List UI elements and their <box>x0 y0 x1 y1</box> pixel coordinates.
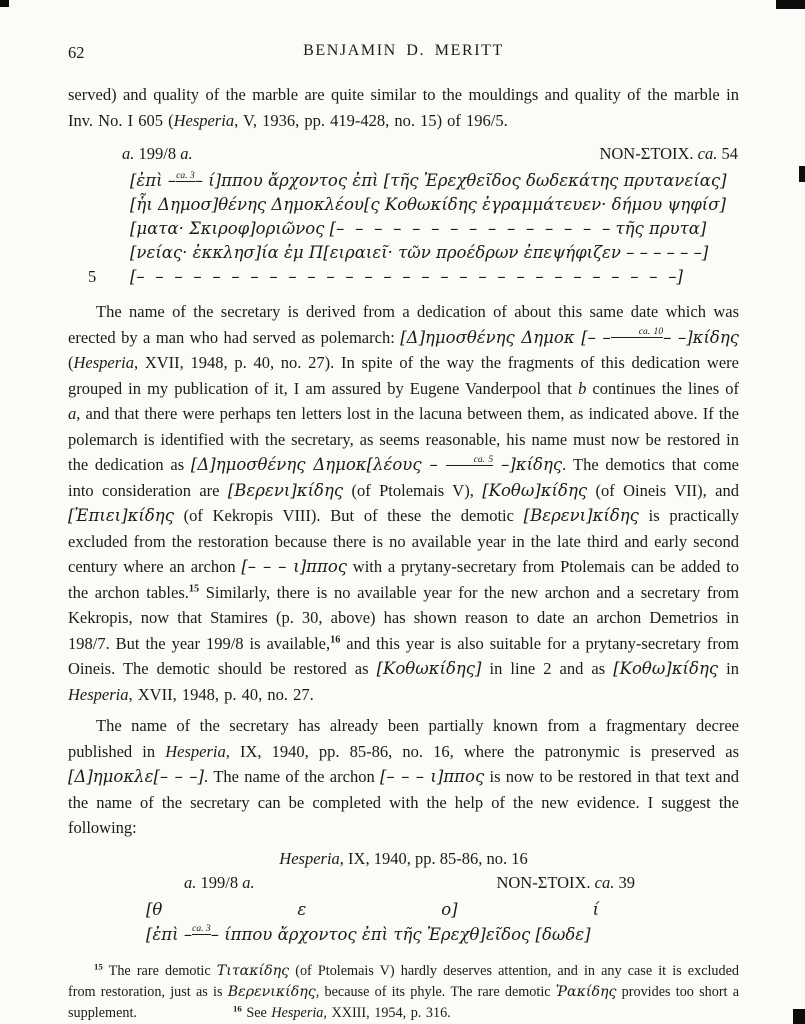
scan-artifact <box>793 1009 805 1024</box>
text-run: [Κοθω]κίδης <box>613 659 719 678</box>
text-run: a <box>68 404 77 423</box>
scan-artifact <box>0 0 9 7</box>
text-run: The rare demotic <box>102 962 217 979</box>
text-run: (of Oineis VII), and <box>587 480 739 500</box>
text-run: . The name of the archon <box>203 767 380 786</box>
text-run: in line 2 and as <box>481 659 614 678</box>
text-run: 16 <box>330 634 341 645</box>
text-run: [Βερενι]κίδης <box>227 480 344 500</box>
text-run: with a prytany-secretary from Ptolemais can be added to the archon tables. <box>68 557 739 602</box>
text-run: a. <box>180 144 193 163</box>
inscription-lines <box>68 897 739 947</box>
text-run: served) and quality of the marble are quite similar to the mouldings and quality of the marble in Inv. No. I 605 ( <box>68 85 739 130</box>
text-run: – ί]ππου ἄρχοντος ἐπὶ [τῆς Ἐρεχθεῖδος δωδεκάτης πρυτανείας] <box>194 171 727 190</box>
text-run: NON-ΣΤΟΙΧ. <box>599 144 698 163</box>
text-run: , XVII, 1948, p. 40, no. 27. <box>128 684 314 704</box>
text-run: [– – – ι]ππος <box>241 557 348 576</box>
text-run: ca. <box>594 872 615 892</box>
text-run: ca. <box>697 144 718 163</box>
text-run: (of Ptolemais V) hardly deserves attention, and in any case it is excluded from restoration, just as is <box>68 962 740 1000</box>
text-run: – ίππου ἄρχοντος ἐπὶ τῆς Ἐρεχθ]εῖδος [δωδε] <box>210 924 591 944</box>
text-run: ί <box>592 899 600 919</box>
inscription-line <box>130 169 739 193</box>
text-run: and this year is also suitable for a prytany-secretary from Oineis. The demotic should be restored as <box>68 633 739 678</box>
text-run: The name of the secretary has already been partially known from a fragmentary decree published in <box>68 716 739 761</box>
text-run: [Δ]ημοκλε[– – –] <box>68 767 204 786</box>
text-run: 199/8 <box>196 872 243 892</box>
scan-artifact <box>799 166 805 182</box>
text-run: provides too short a supplement. <box>68 983 740 1021</box>
inscription-line-text <box>130 195 726 214</box>
inscription-line-text <box>130 219 706 238</box>
text-run: is now to be restored in that text and the name of the secretary can be completed with the help of the new evidence. I suggest the following: <box>68 767 739 837</box>
inscription-line <box>130 241 739 265</box>
text-run: [ἐπὶ – <box>146 924 193 944</box>
text-run: (of Ptolemais V), <box>343 480 483 500</box>
inscription-heading-row <box>68 871 739 895</box>
text-run: , V, 1936, pp. 419-428, no. 15) of 196/5. <box>234 110 508 130</box>
text-run: Hesperia <box>173 110 235 130</box>
text-run: Τιτακίδης <box>216 962 290 979</box>
footnote-16 <box>232 1002 451 1021</box>
text-run: [Βερενι]κίδης <box>523 506 639 525</box>
inscription-date-label <box>184 871 255 895</box>
text-run: , XVII, 1948, p. 40, no. 27). In spite of the way the fragments of this dedication were grouped in my publication of it, I am assured by Eugene Vanderpool that <box>68 353 739 398</box>
text-run: – – – – – – – – – – – – – – – <box>336 219 611 238</box>
text-run: , and that there were perhaps ten letters lost in the lacuna between them, as indicated above. If the polemarch is identified with the secretary, as seems reasonable, his name must now be restored in the dedication as <box>68 404 739 474</box>
text-run: Hesperia <box>165 741 226 761</box>
text-run: [Κοθωκίδης] <box>376 659 482 678</box>
inscription-line-text <box>130 171 727 190</box>
text-run: Hesperia <box>279 848 340 868</box>
text-run: , because of its phyle. The rare demotic <box>315 983 556 1000</box>
preserved-letters-line <box>146 897 739 922</box>
text-run: , IX, 1940, pp. 85-86, no. 16, where the patronymic is preserved as <box>225 741 739 761</box>
secretary-derivation-paragraph <box>68 299 739 707</box>
footnotes-section <box>68 961 739 1024</box>
inscription-line-text <box>130 243 708 262</box>
text-run: [ματα· Σκιροφ]οριῶνος [ <box>130 219 337 238</box>
text-run: ca. 3 <box>192 923 211 934</box>
text-run: Hesperia <box>68 684 129 704</box>
text-run: The name of the secretary is derived from a dedication of about this same date which was erected by a man who had served as polemarch: <box>68 302 739 347</box>
inscription-date-label <box>122 141 193 167</box>
text-run: Hesperia <box>271 1004 324 1021</box>
inscription-style-label <box>599 141 738 167</box>
intro-paragraph <box>68 82 739 133</box>
inscription-line <box>130 217 739 241</box>
text-run: ο] <box>441 899 458 919</box>
text-run: 54 <box>717 144 738 163</box>
text-run: [ἧι Δημοσ]θένης Δημοκλέου[ς Κοθωκίδης ἐγραμμάτευεν· δήμου ψηφίσ] <box>130 195 726 214</box>
scan-artifact <box>776 0 805 9</box>
text-run: [θ <box>146 899 163 919</box>
text-run: [Δ]ημοσθένης Δημοκ[λέους – <box>190 455 446 474</box>
inscription-heading-row <box>68 141 739 167</box>
text-run: (of Kekropis VIII). But of these the demotic <box>173 506 524 525</box>
text-run: ca. 10 <box>611 327 663 338</box>
inscription-block-1 <box>68 141 739 289</box>
inscription-style-label <box>496 871 635 895</box>
text-run: 15 <box>188 583 200 594</box>
text-run: ca. 5 <box>446 455 494 466</box>
text-run: τῆς πρυτα] <box>610 219 707 238</box>
text-run: a. <box>122 144 135 163</box>
text-run: is practically excluded from the restoration because there is no available year in the late third and early second century where an archon <box>68 506 739 576</box>
text-run: 15 <box>94 960 103 971</box>
text-run: 199/8 <box>134 144 181 163</box>
inscription-line <box>146 922 739 947</box>
inscription-line <box>130 193 739 217</box>
text-run: [– – – – – – – – – – – – – – – – – – – – – – – – – – – – –] <box>130 267 683 286</box>
text-run: Similarly, there is no available year for the new archon and a secretary from Kekropis, now that Stamires (p. 30, above) has shown reason to date an archon Demetrios in 198/7. But the year 199/8 is available, <box>68 582 739 653</box>
page-number: 62 <box>68 43 85 62</box>
text-run: continues the lines of <box>586 378 739 398</box>
text-run: ( <box>68 353 74 372</box>
text-run: [Δ]ημοσθένης Δημοκ [– – <box>400 327 611 347</box>
fragmentary-decree-paragraph <box>68 713 739 841</box>
text-run: 39 <box>614 872 635 892</box>
inscription-line-text <box>130 267 683 286</box>
text-run: , XXIII, 1954, p. 316. <box>323 1004 451 1021</box>
running-head: BENJAMIN D. MERITT <box>303 42 504 59</box>
text-run: [Ἐπιει]κίδης <box>68 506 174 525</box>
text-run: in <box>718 659 739 678</box>
inscription-line <box>88 265 739 289</box>
text-run: a. <box>242 872 255 892</box>
text-run: b <box>578 378 587 398</box>
text-run: Hesperia <box>73 353 134 372</box>
inscription-block-2 <box>68 847 739 947</box>
text-run: ca. 3 <box>176 169 195 181</box>
page-header <box>68 42 739 66</box>
text-run: . The demotics that come into consideration are <box>68 455 739 500</box>
text-run: 16 <box>232 1002 242 1013</box>
text-run: [ἐπὶ – <box>130 171 177 190</box>
text-run: , IX, 1940, pp. 85-86, no. 16 <box>339 848 528 868</box>
text-run: [νείας· ἐκκλησ]ία ἐμ Π[ειραιεῖ· τῶν προέδρων ἐπεψήφιζεν – – – – – –] <box>130 243 709 262</box>
text-run: ε <box>297 899 307 919</box>
text-run: a. <box>184 872 197 892</box>
line-number: 5 <box>88 267 97 286</box>
text-run: [– – – ι]ππος <box>380 767 485 786</box>
text-run: Ῥακίδης <box>555 983 617 1000</box>
inscription-title <box>68 847 739 871</box>
inscription-lines <box>68 169 739 289</box>
text-run: – –]κίδης <box>663 327 739 347</box>
text-run: –]κίδης <box>493 455 563 474</box>
text-run: NON-ΣΤΟΙΧ. <box>496 872 595 892</box>
text-run: See <box>241 1004 272 1021</box>
text-run: [Κοθω]κίδης <box>482 480 588 500</box>
text-run: Βερενικίδης <box>227 983 316 1000</box>
